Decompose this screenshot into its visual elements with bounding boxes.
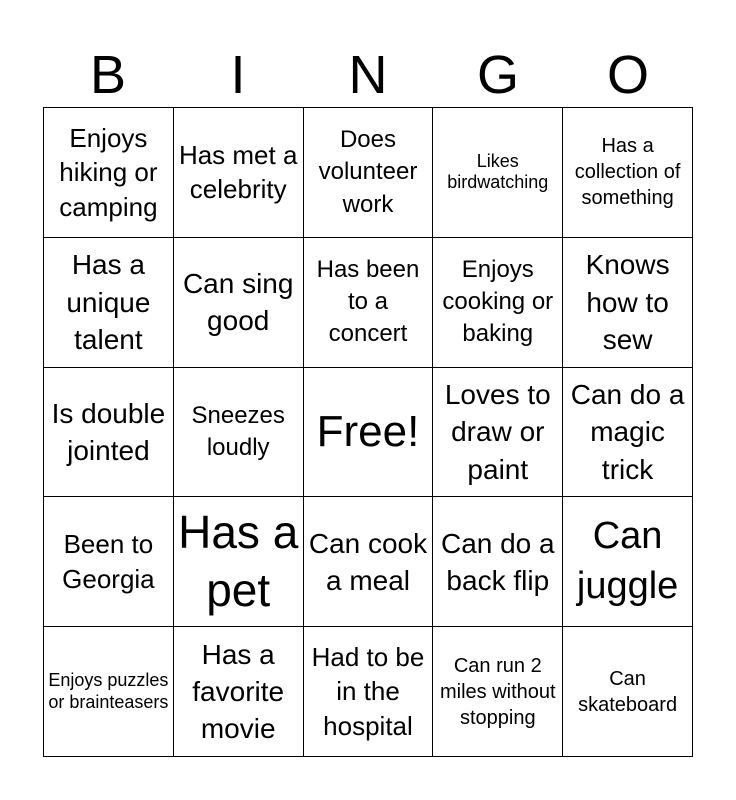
bingo-cell-r5c3[interactable]: Had to be in the hospital — [304, 627, 434, 757]
bingo-cell-r2c3[interactable]: Has been to a concert — [304, 238, 434, 368]
bingo-cell-free[interactable]: Free! — [304, 368, 434, 498]
bingo-cell-r1c3[interactable]: Does volunteer work — [304, 108, 434, 238]
header-letter-o: O — [606, 45, 649, 105]
bingo-cell-r1c1[interactable]: Enjoys hiking or camping — [44, 108, 174, 238]
bingo-board — [43, 107, 693, 757]
bingo-cell-r1c2[interactable]: Has met a celebrity — [174, 108, 304, 238]
header-letter-b: B — [89, 45, 127, 105]
bingo-header — [43, 42, 693, 108]
bingo-cell-r2c1[interactable]: Has a unique talent — [44, 238, 174, 368]
bingo-cell-r5c1[interactable]: Enjoys puzzles or brainteasers — [44, 627, 174, 757]
bingo-cell-r3c5[interactable]: Can do a magic trick — [563, 368, 693, 498]
bingo-cell-r1c4[interactable]: Likes birdwatching — [433, 108, 563, 238]
bingo-cell-r5c5[interactable]: Can skateboard — [563, 627, 693, 757]
header-letter-g: G — [476, 45, 519, 105]
bingo-cell-r3c1[interactable]: Is double jointed — [44, 368, 174, 498]
header-letter-i: I — [230, 45, 246, 105]
bingo-cell-r4c5[interactable]: Can juggle — [563, 497, 693, 627]
bingo-cell-r5c4[interactable]: Can run 2 miles without stopping — [433, 627, 563, 757]
bingo-cell-r1c5[interactable]: Has a collection of something — [563, 108, 693, 238]
bingo-cell-r4c2[interactable]: Has a pet — [174, 497, 304, 627]
bingo-cell-r3c4[interactable]: Loves to draw or paint — [433, 368, 563, 498]
bingo-cell-r2c2[interactable]: Can sing good — [174, 238, 304, 368]
bingo-cell-r5c2[interactable]: Has a favorite movie — [174, 627, 304, 757]
bingo-cell-r2c5[interactable]: Knows how to sew — [563, 238, 693, 368]
header-letter-n: N — [348, 45, 388, 105]
bingo-cell-r4c4[interactable]: Can do a back flip — [433, 497, 563, 627]
bingo-cell-r2c4[interactable]: Enjoys cooking or baking — [433, 238, 563, 368]
bingo-cell-r3c2[interactable]: Sneezes loudly — [174, 368, 304, 498]
bingo-cell-r4c3[interactable]: Can cook a meal — [304, 497, 434, 627]
bingo-cell-r4c1[interactable]: Been to Georgia — [44, 497, 174, 627]
